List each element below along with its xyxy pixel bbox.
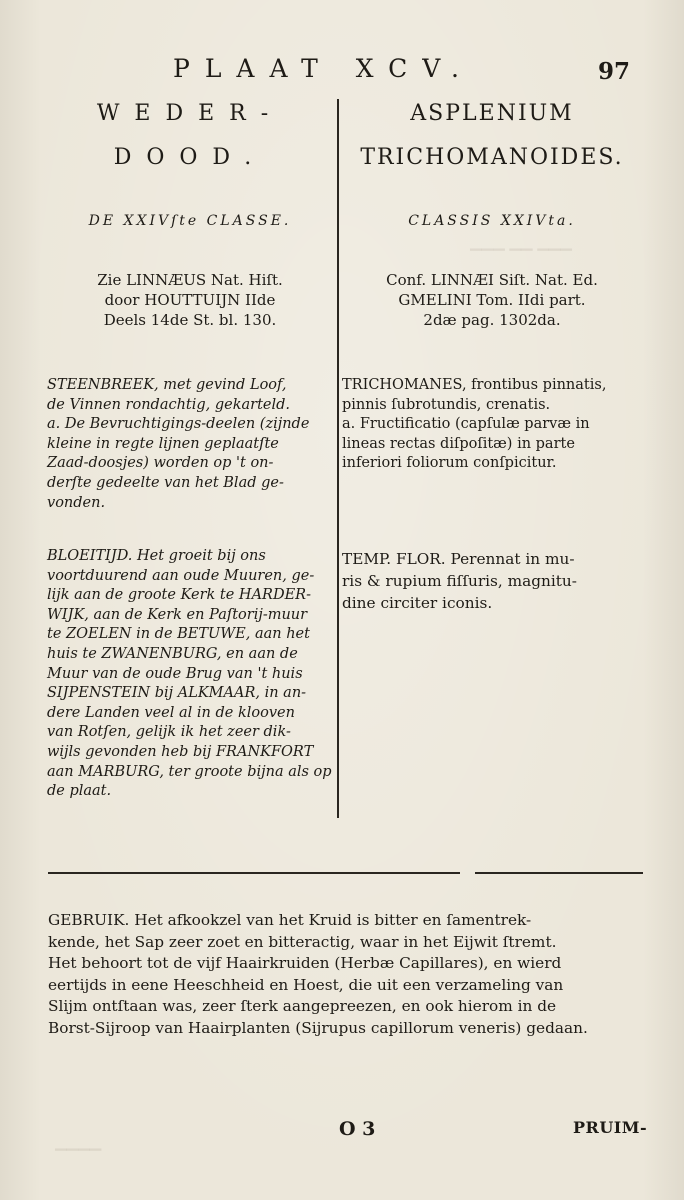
text-line: Slijm ontſtaan was, zeer ſterk aangepreezen, en ook hierom in de [48, 997, 557, 1015]
latin-column [342, 96, 642, 826]
reference-line: Zie LINNÆUS Nat. Hiſt. [97, 271, 283, 289]
reference-line: 2dæ pag. 1302da. [423, 311, 561, 329]
text-line: Muur van de oude Brug van 't huis [47, 665, 303, 682]
reference-line: GMELINI Tom. IIdi part. [398, 291, 586, 309]
latin-flowering-time [342, 548, 642, 614]
signature-mark: O 3 [339, 1118, 376, 1140]
reference-line: Conf. LINNÆI Siſt. Nat. Ed. [386, 271, 598, 289]
dutch-class-heading: DE XXIVſte CLASSE. [88, 213, 292, 229]
text-line: eertijds in eene Heeschheid en Hoest, die uit een verzameling van [48, 975, 564, 994]
dutch-flowering-time [47, 547, 333, 802]
running-title: PLAAT XCV. [173, 54, 474, 83]
text-line: SIJPENSTEIN bij ALKMAAR, in an- [47, 685, 307, 702]
text-line: aan MARBURG, ter groote bijna als op [47, 763, 332, 780]
latin-title-line-2: TRICHOMANOIDES. [360, 145, 624, 170]
text-line: BLOEITIJD. Het groeit bij ons [47, 548, 266, 564]
text-line: ris & rupium fiſſuris, magnitu- [342, 572, 577, 590]
text-line: voortduurend aan oude Muuren, ge- [47, 567, 315, 584]
text-line: van Rotſen, gelijk ik het zeer dik- [47, 724, 291, 741]
latin-reference [342, 270, 642, 330]
latin-title-line-1: ASPLENIUM [410, 101, 574, 126]
text-line: de plaat. [47, 783, 112, 800]
text-line: derſte gedeelte van het Blad ge- [47, 474, 284, 491]
text-line: TRICHOMANES, frontibus pinnatis, [342, 377, 607, 393]
text-line: Zaad-doosjes) worden op 't on- [47, 455, 274, 472]
dutch-description [47, 376, 333, 513]
column-divider [337, 99, 339, 818]
latin-class-heading: CLASSIS XXIVta. [408, 213, 576, 229]
page-number: 97 [598, 58, 631, 85]
dutch-reference [47, 270, 333, 330]
bleed-through-texture: ▁▁▁▁ [55, 1133, 102, 1151]
text-line: vonden. [47, 494, 106, 511]
section-rule-left [48, 872, 460, 874]
text-line: WIJK, aan de Kerk en Paſtorij-muur [47, 606, 308, 623]
latin-description [342, 376, 642, 474]
dutch-title-line-2: DOOD. [113, 145, 267, 170]
text-line: GEBRUIK. Het afkookzel van het Kruid is bitter en ſamentrek- [48, 911, 532, 929]
text-line: dine circiter iconis. [342, 594, 493, 612]
text-line: TEMP. FLOR. Perennat in mu- [342, 550, 575, 568]
text-line: a. De Bevruchtigings-deelen (zijnde [47, 416, 310, 433]
catchword: PRUIM- [573, 1118, 648, 1137]
text-line: te ZOELEN in de BETUWE, aan het [47, 626, 310, 643]
bleed-through-texture: ▁▁▁ ▁▁ ▁▁▁ [470, 233, 572, 251]
text-line: de Vinnen rondachtig, gekarteld. [47, 396, 291, 413]
text-line: dere Landen veel al in de klooven [47, 704, 295, 721]
usage-paragraph [48, 910, 648, 1039]
dutch-title-line-1: WEDER- [96, 101, 284, 126]
text-line: kleine in regte lijnen geplaatſte [47, 435, 279, 452]
text-line: wijls gevonden heb bij FRANKFORT [47, 743, 314, 760]
section-rule-right [475, 872, 643, 874]
text-line: a. Fructificatio (capſulæ parvæ in [342, 416, 590, 433]
reference-line: door HOUTTUIJN IIde [104, 291, 276, 309]
text-line: Het behoort tot de vijf Haairkruiden (Herbæ Capillares), en wierd [48, 954, 562, 972]
text-line: lijk aan de groote Kerk te HARDER- [47, 587, 311, 604]
text-line: lineas rectas diſpoſitæ) in parte [342, 435, 575, 452]
text-line: huis te ZWANENBURG, en aan de [47, 645, 298, 662]
text-line: kende, het Sap zeer zoet en bitteractig, waar in het Eijwit ſtremt. [48, 932, 557, 951]
text-line: Borst-Sijroop van Haairplanten (Sijrupus capillorum veneris) gedaan. [48, 1018, 588, 1037]
text-line: STEENBREEK, met gevind Loof, [47, 377, 287, 393]
reference-line: Deels 14de St. bl. 130. [103, 311, 277, 329]
text-line: inferiori foliorum conſpicitur. [342, 455, 557, 472]
dutch-column [47, 96, 333, 826]
text-line: pinnis ſubrotundis, crenatis. [342, 396, 551, 413]
